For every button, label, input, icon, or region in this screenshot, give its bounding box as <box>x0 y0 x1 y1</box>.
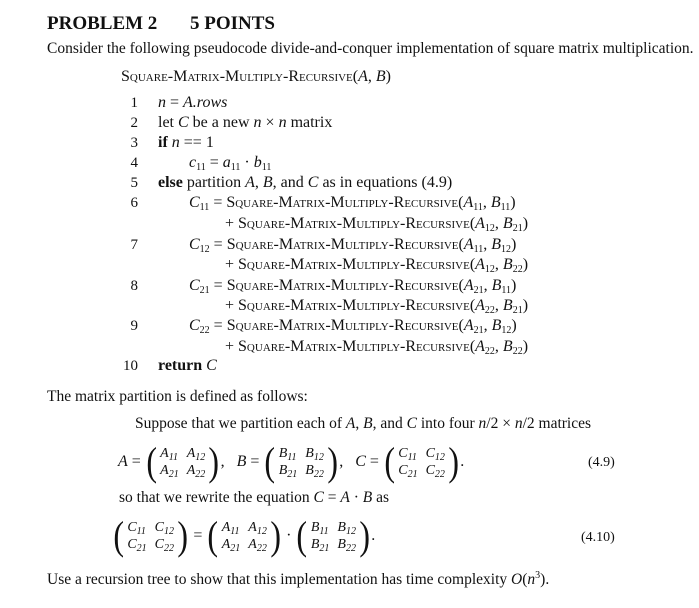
algorithm-name: Square-Matrix-Multiply-Recursive <box>121 68 353 85</box>
equation-4-9: A = ( $A_{11}$ $A_{12}$ $A_{21}$ $A_{22}$ ) , B = ( $B_{11}$ $B_{12}$ $B_{21}$ $B_{22}$ ) , C = ( $C_{11}$ $C_{12}$ $C_{21}$ $C_{22}$ ) . <box>118 439 465 484</box>
code-line-7a: $C_{12}$ = Square-$Matrix-Multiply-Recursive(A_{11}$, $B_{12}$) <box>189 236 517 255</box>
equation-4-10: ( $C_{11}$ $C_{12}$ $C_{21}$ $C_{22}$ ) = ( $A_{11}$ $A_{12}$ $A_{21}$ $A_{22}$ ) · ( $B_{11}$ $B_{12}$ $B_{21}$ $B_{22}$ ) . <box>113 513 376 558</box>
line-number-10: 10 <box>123 358 138 374</box>
line-number-5: 5 <box>130 175 138 191</box>
code-line-10: return C <box>158 357 217 374</box>
algorithm-params: (A, B) <box>352 68 391 85</box>
code-line-8a: $C_{21}$ = Square-$Matrix-Multiply-Recursive(A_{21}$, $B_{11}$) <box>189 277 517 296</box>
code-line-9a: $C_{22}$ = Square-$Matrix-Multiply-Recursive(A_{21}$, $B_{12}$) <box>189 317 517 336</box>
partition-intro: The matrix partition is defined as follows: <box>47 388 308 405</box>
matrix-b: ( $B_{11}$ $B_{12}$ $B_{21}$ $B_{22}$ ) <box>264 439 338 484</box>
line-number-4: 4 <box>130 155 138 171</box>
code-line-4: $c_{11} = a_{11} \cdot b_{11}$ <box>189 154 272 173</box>
line-number-1: 1 <box>130 95 138 111</box>
points-label: 5 POINTS <box>190 13 275 34</box>
line-number-2: 2 <box>130 115 138 131</box>
equation-tag-4-9: (4.9) <box>588 455 615 470</box>
matrix-c-4-10: ( $C_{11}$ $C_{12}$ $C_{21}$ $C_{22}$ ) <box>113 513 189 558</box>
code-line-6a: $C_{11}$ = Square-$Matrix-Multiply-Recursive(A_{11}$, $B_{11}$) <box>189 194 516 213</box>
line-number-7: 7 <box>130 237 138 253</box>
matrix-a: ( $A_{11}$ $A_{12}$ $A_{21}$ $A_{22}$ ) <box>146 439 220 484</box>
line-number-9: 9 <box>130 318 138 334</box>
line-number-8: 8 <box>130 278 138 294</box>
code-line-7b: + Square-$Matrix-Multiply-Recursive(A_{12}$, $B_{22}$) <box>225 256 529 275</box>
code-line-6b: + Square-$Matrix-Multiply-Recursive(A_{12}$, $B_{21}$) <box>225 215 529 234</box>
suppose-text: Suppose that we partition each of A, B, and C into four n/2 × n/2 matrices <box>135 415 592 432</box>
code-line-1: n = A.rows <box>158 94 228 111</box>
intro-text: Consider the following pseudocode divide-and-conquer implementation of square matrix multiplication. <box>47 40 694 57</box>
code-line-8b: + Square-$Matrix-Multiply-Recursive(A_{22}$, $B_{21}$) <box>225 297 529 316</box>
equation-tag-4-10: (4.10) <box>581 530 615 545</box>
matrix-c: ( $C_{11}$ $C_{12}$ $C_{21}$ $C_{22}$ ) <box>384 439 459 484</box>
code-line-2: let C be a new n × n matrix <box>158 114 333 131</box>
line-number-3: 3 <box>130 135 138 151</box>
task-text: Use a recursion tree to show that this implementation has time complexity $O(n^3)$. <box>47 569 550 588</box>
matrix-a-4-10: ( $A_{11}$ $A_{12}$ $A_{21}$ $A_{22}$ ) <box>207 513 281 558</box>
code-line-5: else partition A, B, and C as in equations (4.9) <box>158 174 453 191</box>
rewrite-text: so that we rewrite the equation C = A · B as <box>119 489 390 506</box>
code-line-3: if n == 1 <box>158 134 214 151</box>
code-line-9b: + Square-$Matrix-Multiply-Recursive(A_{22}$, $B_{22}$) <box>225 338 529 357</box>
line-number-6: 6 <box>130 195 138 211</box>
matrix-b-4-10: ( $B_{11}$ $B_{12}$ $B_{21}$ $B_{22}$ ) <box>296 513 370 558</box>
problem-title: PROBLEM 2 <box>47 13 158 34</box>
algorithm-title <box>121 68 391 86</box>
